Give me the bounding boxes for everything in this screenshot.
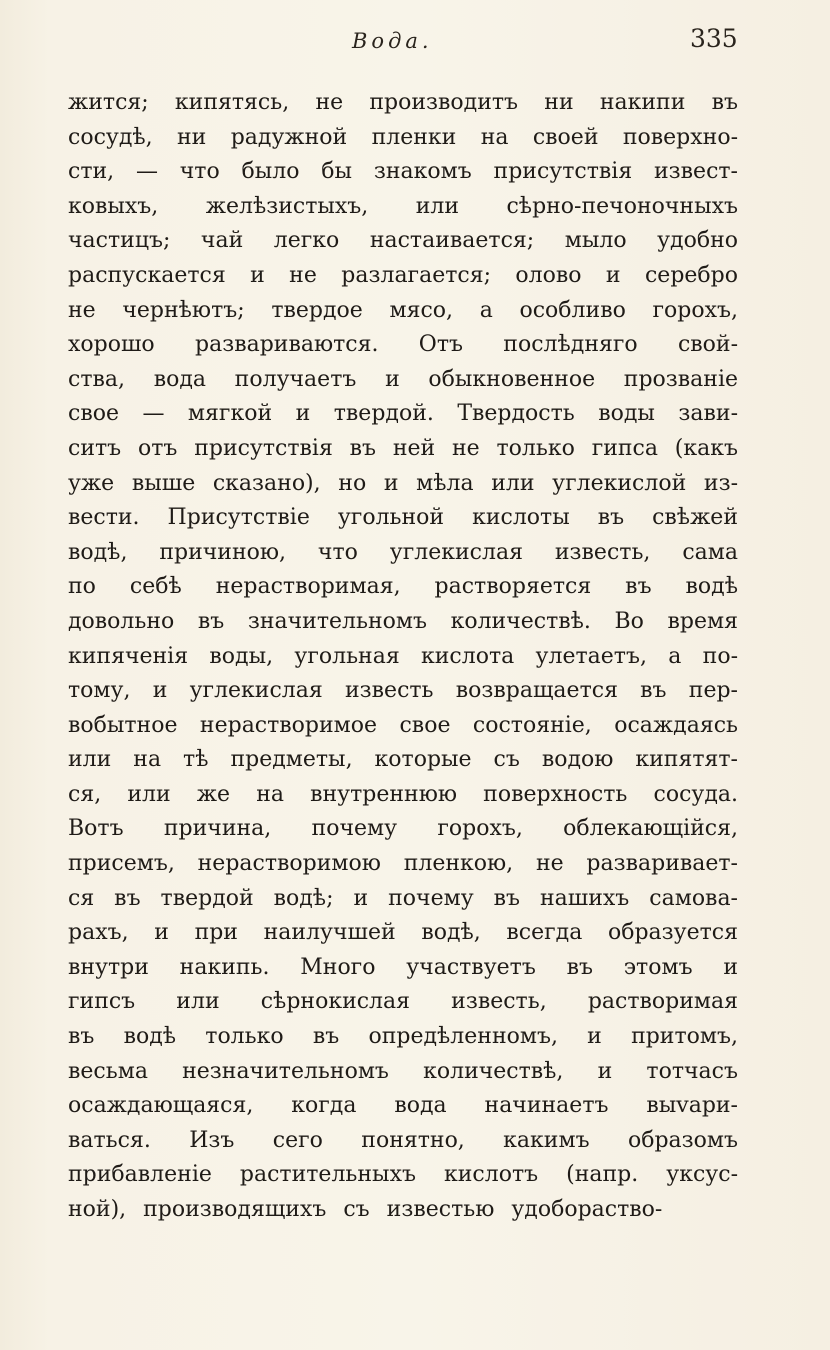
text-line: ся, или же на внутреннюю поверхность сосуда. [68,781,738,807]
text-line: довольно въ значительномъ количествѣ. Во время [68,608,738,634]
text-line: внутри накипь. Много участвуетъ въ этомъ и [68,954,738,980]
text-line: водѣ, причиною, что углекислая известь, сама [68,539,738,565]
text-line: или на тѣ предметы, которые съ водою кипятят- [68,747,738,773]
text-line: осаждающаяся, когда вода начинаетъ выvари- [68,1093,738,1119]
text-line: жится; кипятясь, не производитъ ни накипи въ [68,90,738,115]
text-line: вобытное нерастворимое свое состояніе, осаждаясь [68,712,738,738]
text-line: тому, и углекислая известь возвращается въ пер- [68,678,738,704]
text-line: сосудѣ, ни радужной пленки на своей поверхно- [68,124,738,150]
text-line: ной), производящихъ съ известью удобораство- [68,1197,663,1222]
text-line: уже выше сказано), но и мѣла или углекислой из- [68,470,738,496]
text-line: ситъ отъ присутствія въ ней не только гипса (какъ [68,435,738,461]
text-line: ства, вода получаетъ и обыкновенное прозваніе [68,366,738,392]
text-line: рахъ, и при наилучшей водѣ, всегда образуется [68,920,738,946]
body-text [68,86,738,1228]
text-line: кипяченія воды, угольная кислота улетаетъ, а по- [68,643,738,669]
text-line: распускается и не разлагается; олово и серебро [68,262,738,288]
text-line: не чернѣютъ; твердое мясо, а особливо горохъ, [68,297,738,323]
text-line: весьма незначительномъ количествѣ, и тотчасъ [68,1058,738,1084]
text-line: Вотъ причина, почему горохъ, облекающійся, [68,816,738,842]
text-line: по себѣ нерастворимая, растворяется въ водѣ [68,574,738,600]
text-line: прибавленіе растительныхъ кислотъ (напр. уксус- [68,1162,738,1188]
page-header [0,22,830,62]
text-line: ковыхъ, желѣзистыхъ, или сѣрно-печоночныхъ [68,193,738,219]
text-line: сти, — что было бы знакомъ присутствія извест- [68,159,738,185]
text-line: гипсъ или сѣрнокислая известь, растворимая [68,989,738,1015]
text-line: свое — мягкой и твердой. Твердость воды зави- [68,401,738,427]
text-line: ваться. Изъ сего понятно, какимъ образомъ [68,1127,738,1153]
text-line: частицъ; чай легко настаивается; мыло удобно [68,228,738,254]
text-line: въ водѣ только въ опредѣленномъ, и притомъ, [68,1024,738,1050]
text-line: хорошо развариваются. Отъ послѣдняго свой- [68,332,738,358]
text-line: вести. Присутствіе угольной кислоты въ свѣжей [68,505,738,531]
text-line: ся въ твердой водѣ; и почему въ нашихъ самова- [68,885,738,911]
page-number: 335 [690,24,738,53]
running-title: Вода. [352,29,433,53]
text-line: присемъ, нерастворимою пленкою, не разваривает- [68,851,738,877]
